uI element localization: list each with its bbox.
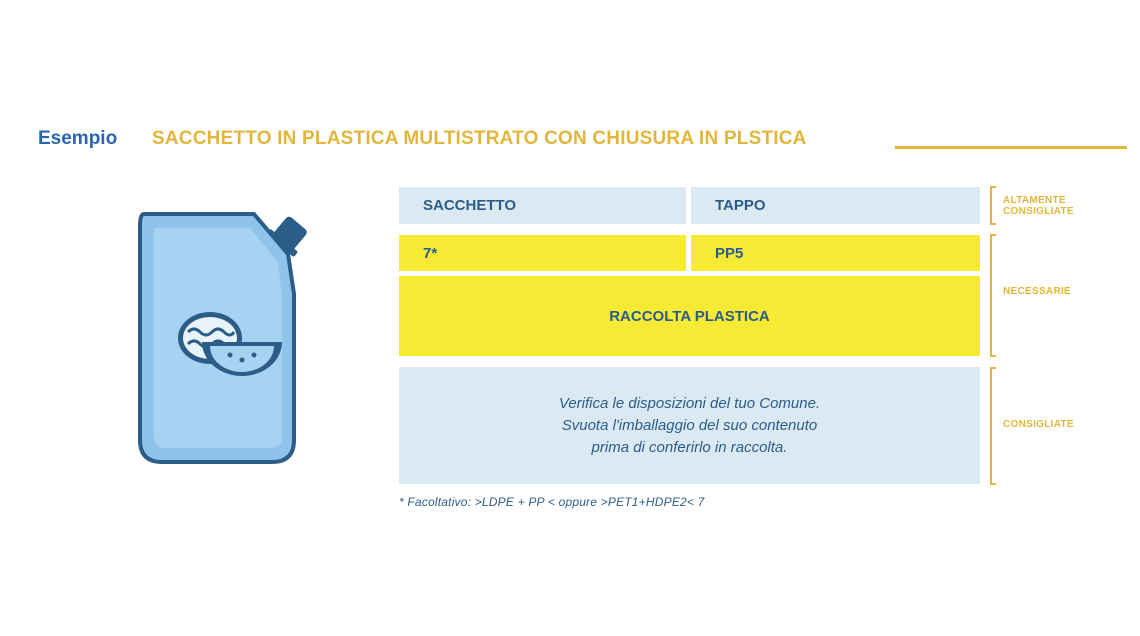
column-header-label: TAPPO [715,197,766,214]
advice-cell [399,367,980,484]
advice-line: Svuota l'imballaggio del suo contenuto [561,416,818,434]
side-label-highly-recommended [1003,195,1113,217]
page-title: SACCHETTO IN PLASTICA MULTISTRATO CON CHIUSURA IN PLSTICA [152,128,807,149]
bracket-highly-recommended [990,186,998,225]
pouch-with-watermelon-icon [132,210,312,470]
material-code-label: 7* [423,244,438,262]
title-underline [895,146,1127,149]
column-header-tappo [691,187,980,224]
column-header-label: SACCHETTO [423,197,517,214]
side-label-recommended: CONSIGLIATE [1003,419,1074,430]
bracket-necessary [990,234,998,357]
material-code-sacchetto [399,235,686,271]
side-label-necessary: NECESSARIE [1003,286,1072,297]
example-label: Esempio [38,128,118,149]
bracket-recommended [990,367,998,485]
footnote: * Facoltativo: >LDPE + PP < oppure >PET1+HDPE2< 7 [399,495,705,509]
advice-line: Verifica le disposizioni del tuo Comune. [558,394,821,412]
collection-label: RACCOLTA PLASTICA [609,307,770,325]
side-label-line: CONSIGLIATE [1003,206,1074,217]
advice-line: prima di conferirlo in raccolta. [591,438,788,456]
material-code-tappo [691,235,980,271]
collection-cell [399,276,980,356]
column-header-sacchetto [399,187,686,224]
side-label-line: ALTAMENTE [1003,195,1066,206]
material-code-label: PP5 [715,244,744,262]
